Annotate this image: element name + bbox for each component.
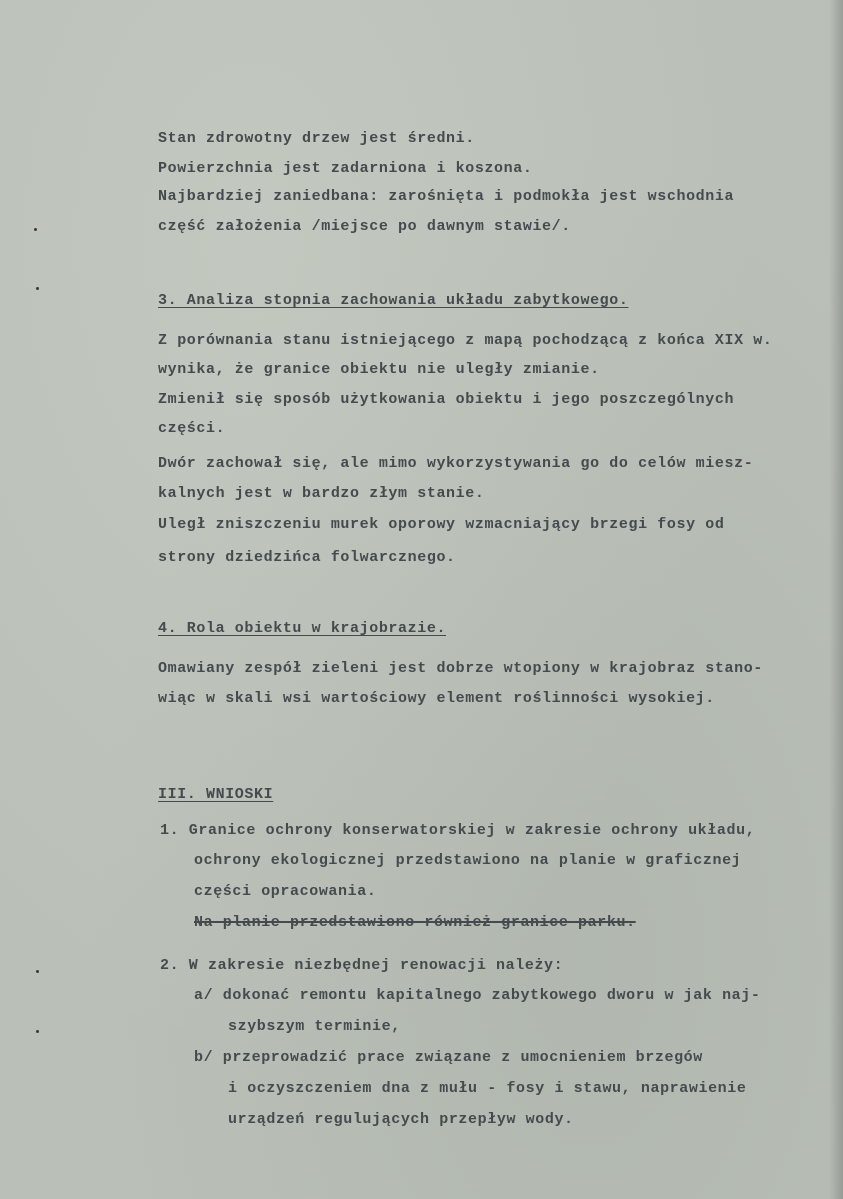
- text-line: część założenia /miejsce po dawnym stawie/.: [158, 218, 571, 235]
- text-line: Stan zdrowotny drzew jest średni.: [158, 130, 475, 147]
- struck-text-line: Na planie przedstawiono również granice parku.: [194, 914, 636, 931]
- text-line: b/ przeprowadzić prace związane z umocnieniem brzegów: [194, 1049, 703, 1066]
- text-line: ochrony ekologicznej przedstawiono na planie w graficznej: [194, 852, 742, 869]
- page-edge-shadow: [829, 0, 843, 1199]
- margin-mark: [34, 228, 37, 231]
- text-line: Zmienił się sposób użytkowania obiektu i jego poszczególnych: [158, 391, 735, 408]
- text-line: kalnych jest w bardzo złym stanie.: [158, 485, 485, 502]
- text-line: Dwór zachował się, ale mimo wykorzystywania go do celów miesz-: [158, 455, 754, 472]
- section-heading: 4. Rola obiektu w krajobrazie.: [158, 620, 447, 637]
- text-line: 1. Granice ochrony konserwatorskiej w zakresie ochrony układu,: [160, 822, 756, 839]
- section-heading: III. WNIOSKI: [158, 786, 274, 803]
- text-line: Omawiany zespół zieleni jest dobrze wtopiony w krajobraz stano-: [158, 660, 763, 677]
- text-line: Uległ zniszczeniu murek oporowy wzmacniający brzegi fosy od: [158, 516, 725, 533]
- text-line: 2. W zakresie niezbędnej renowacji należy:: [160, 957, 564, 974]
- text-line: i oczyszczeniem dna z mułu - fosy i stawu, naprawienie: [228, 1080, 747, 1097]
- text-line: części.: [158, 420, 226, 437]
- text-line: a/ dokonać remontu kapitalnego zabytkowego dworu w jak naj-: [194, 987, 761, 1004]
- margin-mark: [36, 287, 39, 290]
- text-line: Z porównania stanu istniejącego z mapą pochodzącą z końca XIX w.: [158, 332, 773, 349]
- margin-mark: [36, 970, 39, 973]
- text-line: strony dziedzińca folwarcznego.: [158, 549, 456, 566]
- text-line: Powierzchnia jest zadarniona i koszona.: [158, 160, 533, 177]
- margin-mark: [36, 1030, 39, 1033]
- text-line: urządzeń regulujących przepływ wody.: [228, 1111, 574, 1128]
- text-line: wiąc w skali wsi wartościowy element roślinności wysokiej.: [158, 690, 715, 707]
- section-heading: 3. Analiza stopnia zachowania układu zabytkowego.: [158, 292, 629, 309]
- text-line: Najbardziej zaniedbana: zarośnięta i podmokła jest wschodnia: [158, 188, 735, 205]
- text-line: szybszym terminie,: [228, 1018, 401, 1035]
- text-line: części opracowania.: [194, 883, 377, 900]
- text-line: wynika, że granice obiektu nie uległy zmianie.: [158, 361, 600, 378]
